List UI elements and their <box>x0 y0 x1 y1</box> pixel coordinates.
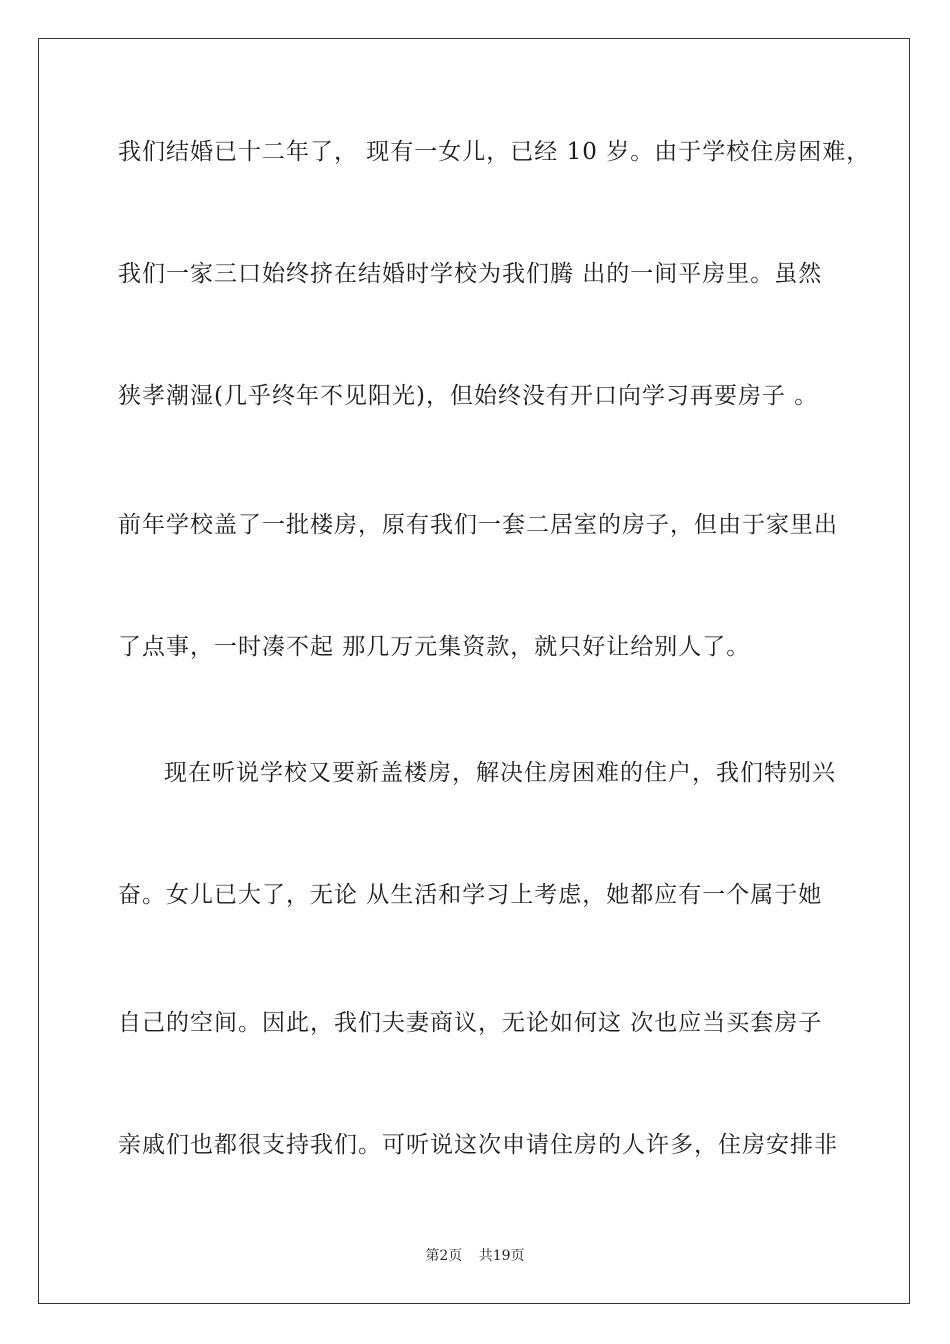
text-line-1: 我们结婚已十二年了， 现有一女儿，已经 10 岁。由于学校住房困难， <box>118 139 871 165</box>
page-total: 共19页 <box>478 1248 525 1264</box>
text-line-7: 奋。女儿已大了，无论 从生活和学习上考虑，她都应有一个属于她 <box>118 882 823 908</box>
text-line-3: 狭孝潮湿(几乎终年不见阳光)，但始终没有开口向学习再要房子 。 <box>118 383 819 409</box>
page-footer <box>0 1246 950 1266</box>
text-line-5: 了点事，一时凑不起 那几万元集资款，就只好让给别人了。 <box>118 634 751 660</box>
page-border <box>38 38 910 1304</box>
text-line-9: 亲戚们也都很支持我们。可听说这次申请住房的人许多，住房安排非 <box>118 1132 838 1158</box>
text-line-8: 自己的空间。因此，我们夫妻商议，无论如何这 次也应当买套房子 <box>118 1010 823 1036</box>
text-line-2: 我们一家三口始终挤在结婚时学校为我们腾 出的一间平房里。虽然 <box>118 261 823 287</box>
text-line-6: 现在听说学校又要新盖楼房，解决住房困难的住户，我们特别兴 <box>164 760 836 786</box>
text-line-4: 前年学校盖了一批楼房，原有我们一套二居室的房子，但由于家里出 <box>118 512 838 538</box>
page-number: 第2页 <box>425 1248 463 1264</box>
